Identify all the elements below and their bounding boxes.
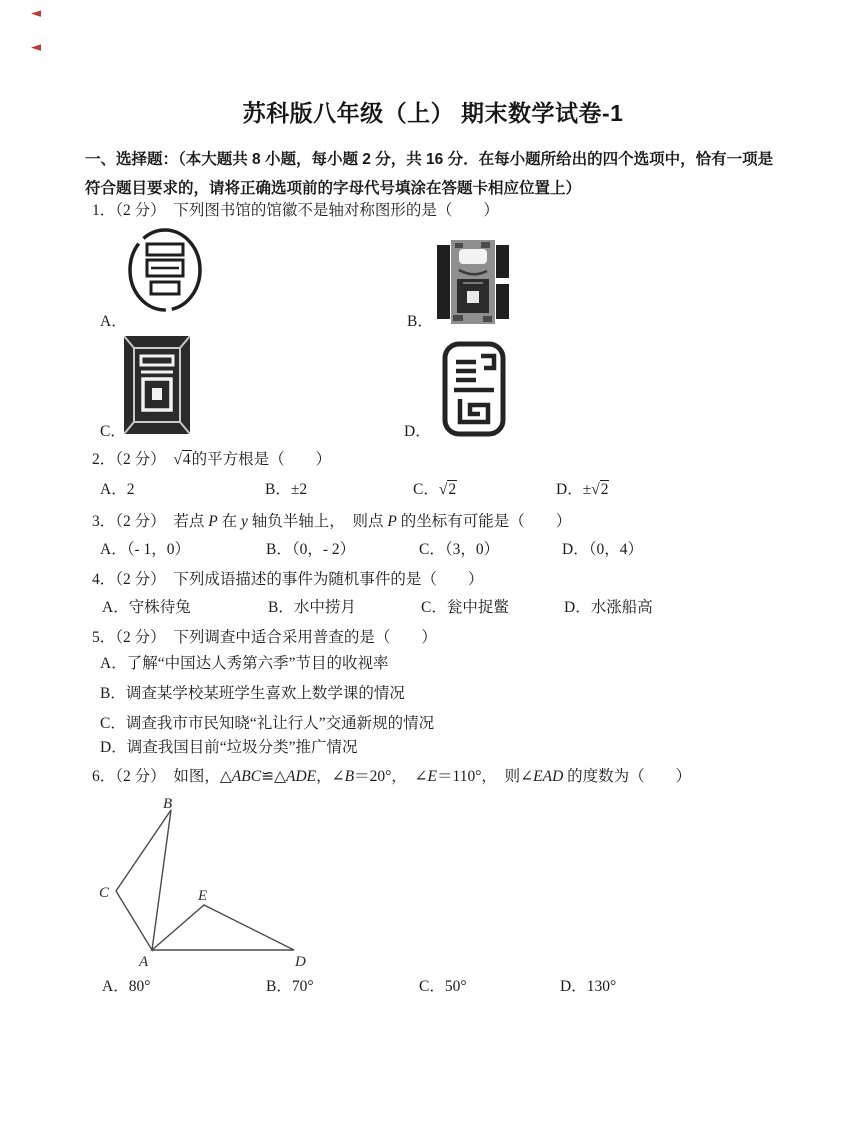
question-4-option-c: C．瓮中捉鳖 — [421, 599, 509, 616]
question-3-option-d: D．（0，4） — [562, 541, 643, 558]
question-2-stem: 2．（2 分） √4的平方根是（ ） — [92, 451, 332, 468]
question-4-stem: 4．（2 分） 下列成语描述的事件为随机事件的是（ ） — [92, 571, 484, 588]
question-1-option-c-label: C． — [100, 423, 126, 440]
figure-point-a-label: A — [139, 954, 149, 970]
dark-textured-square-seal-icon — [437, 237, 509, 327]
question-6-option-c: C．50° — [419, 978, 467, 995]
outlined-round-square-seal-icon — [442, 341, 506, 437]
question-2-option-d: D．±√2 — [556, 481, 609, 498]
question-6-option-b: B．70° — [266, 978, 314, 995]
section-instructions-line1: 一、选择题：（本大题共 8 小题，每小题 2 分，共 16 分．在每小题所给出的四个选项中，恰有一项是 — [85, 151, 774, 168]
question-5-option-c: C．调查我市市民知晓“礼让行人”交通新规的情况 — [100, 715, 435, 732]
question-6-option-d: D．130° — [560, 978, 617, 995]
question-1-option-a-label: A． — [100, 313, 127, 330]
question-3-option-c: C．（3，0） — [419, 541, 500, 558]
question-5-stem: 5．（2 分） 下列调查中适合采用普查的是（ ） — [92, 629, 437, 646]
question-2-option-a: A．2 — [100, 481, 135, 498]
dark-beveled-frame-seal-icon — [124, 336, 190, 434]
question-1-option-b-label: B． — [407, 313, 433, 330]
circular-library-seal-icon — [126, 227, 204, 313]
question-2-option-b: B．±2 — [265, 481, 308, 498]
question-5-option-a: A．了解“中国达人秀第六季”节目的收视率 — [100, 655, 389, 672]
section-instructions-line2: 符合题目要求的，请将正确选项前的字母代号填涂在答题卡相应位置上） — [85, 180, 582, 197]
red-corner-mark-icon: ◄ — [31, 6, 41, 21]
question-3-stem: 3．（2 分） 若点 P 在 y 轴负半轴上， 则点 P 的坐标有可能是（ ） — [92, 513, 572, 530]
question-3-option-b: B．（0，- 2） — [266, 541, 356, 558]
figure-point-e-label: E — [198, 888, 208, 904]
question-1-option-d-label: D． — [404, 423, 431, 440]
question-1-stem: 1．（2 分） 下列图书馆的馆徽不是轴对称图形的是（ ） — [92, 202, 499, 219]
question-5-option-d: D．调查我国目前“垃圾分类”推广情况 — [100, 739, 358, 756]
question-6-option-a: A．80° — [102, 978, 151, 995]
question-3-option-a: A．（- 1，0） — [100, 541, 190, 558]
question-2-option-c: C．√2 — [413, 481, 457, 498]
question-5-option-b: B．调查某学校某班学生喜欢上数学课的情况 — [100, 685, 405, 702]
page-title: 苏科版八年级（上） 期末数学试卷-1 — [242, 100, 624, 126]
question-4-option-d: D．水涨船高 — [564, 599, 653, 616]
red-corner-mark-icon: ◄ — [31, 40, 41, 55]
figure-point-b-label: B — [163, 796, 173, 812]
question-6-stem: 6．（2 分） 如图，△ABC≌△ADE，∠B＝20°， ∠E＝110°， 则∠EAD 的度数为（ ） — [92, 768, 692, 785]
figure-point-c-label: C — [99, 885, 110, 901]
question-6-geometry-figure — [80, 794, 430, 979]
question-4-option-a: A．守株待兔 — [102, 599, 191, 616]
question-4-option-b: B．水中捞月 — [268, 599, 356, 616]
figure-point-d-label: D — [295, 954, 306, 970]
